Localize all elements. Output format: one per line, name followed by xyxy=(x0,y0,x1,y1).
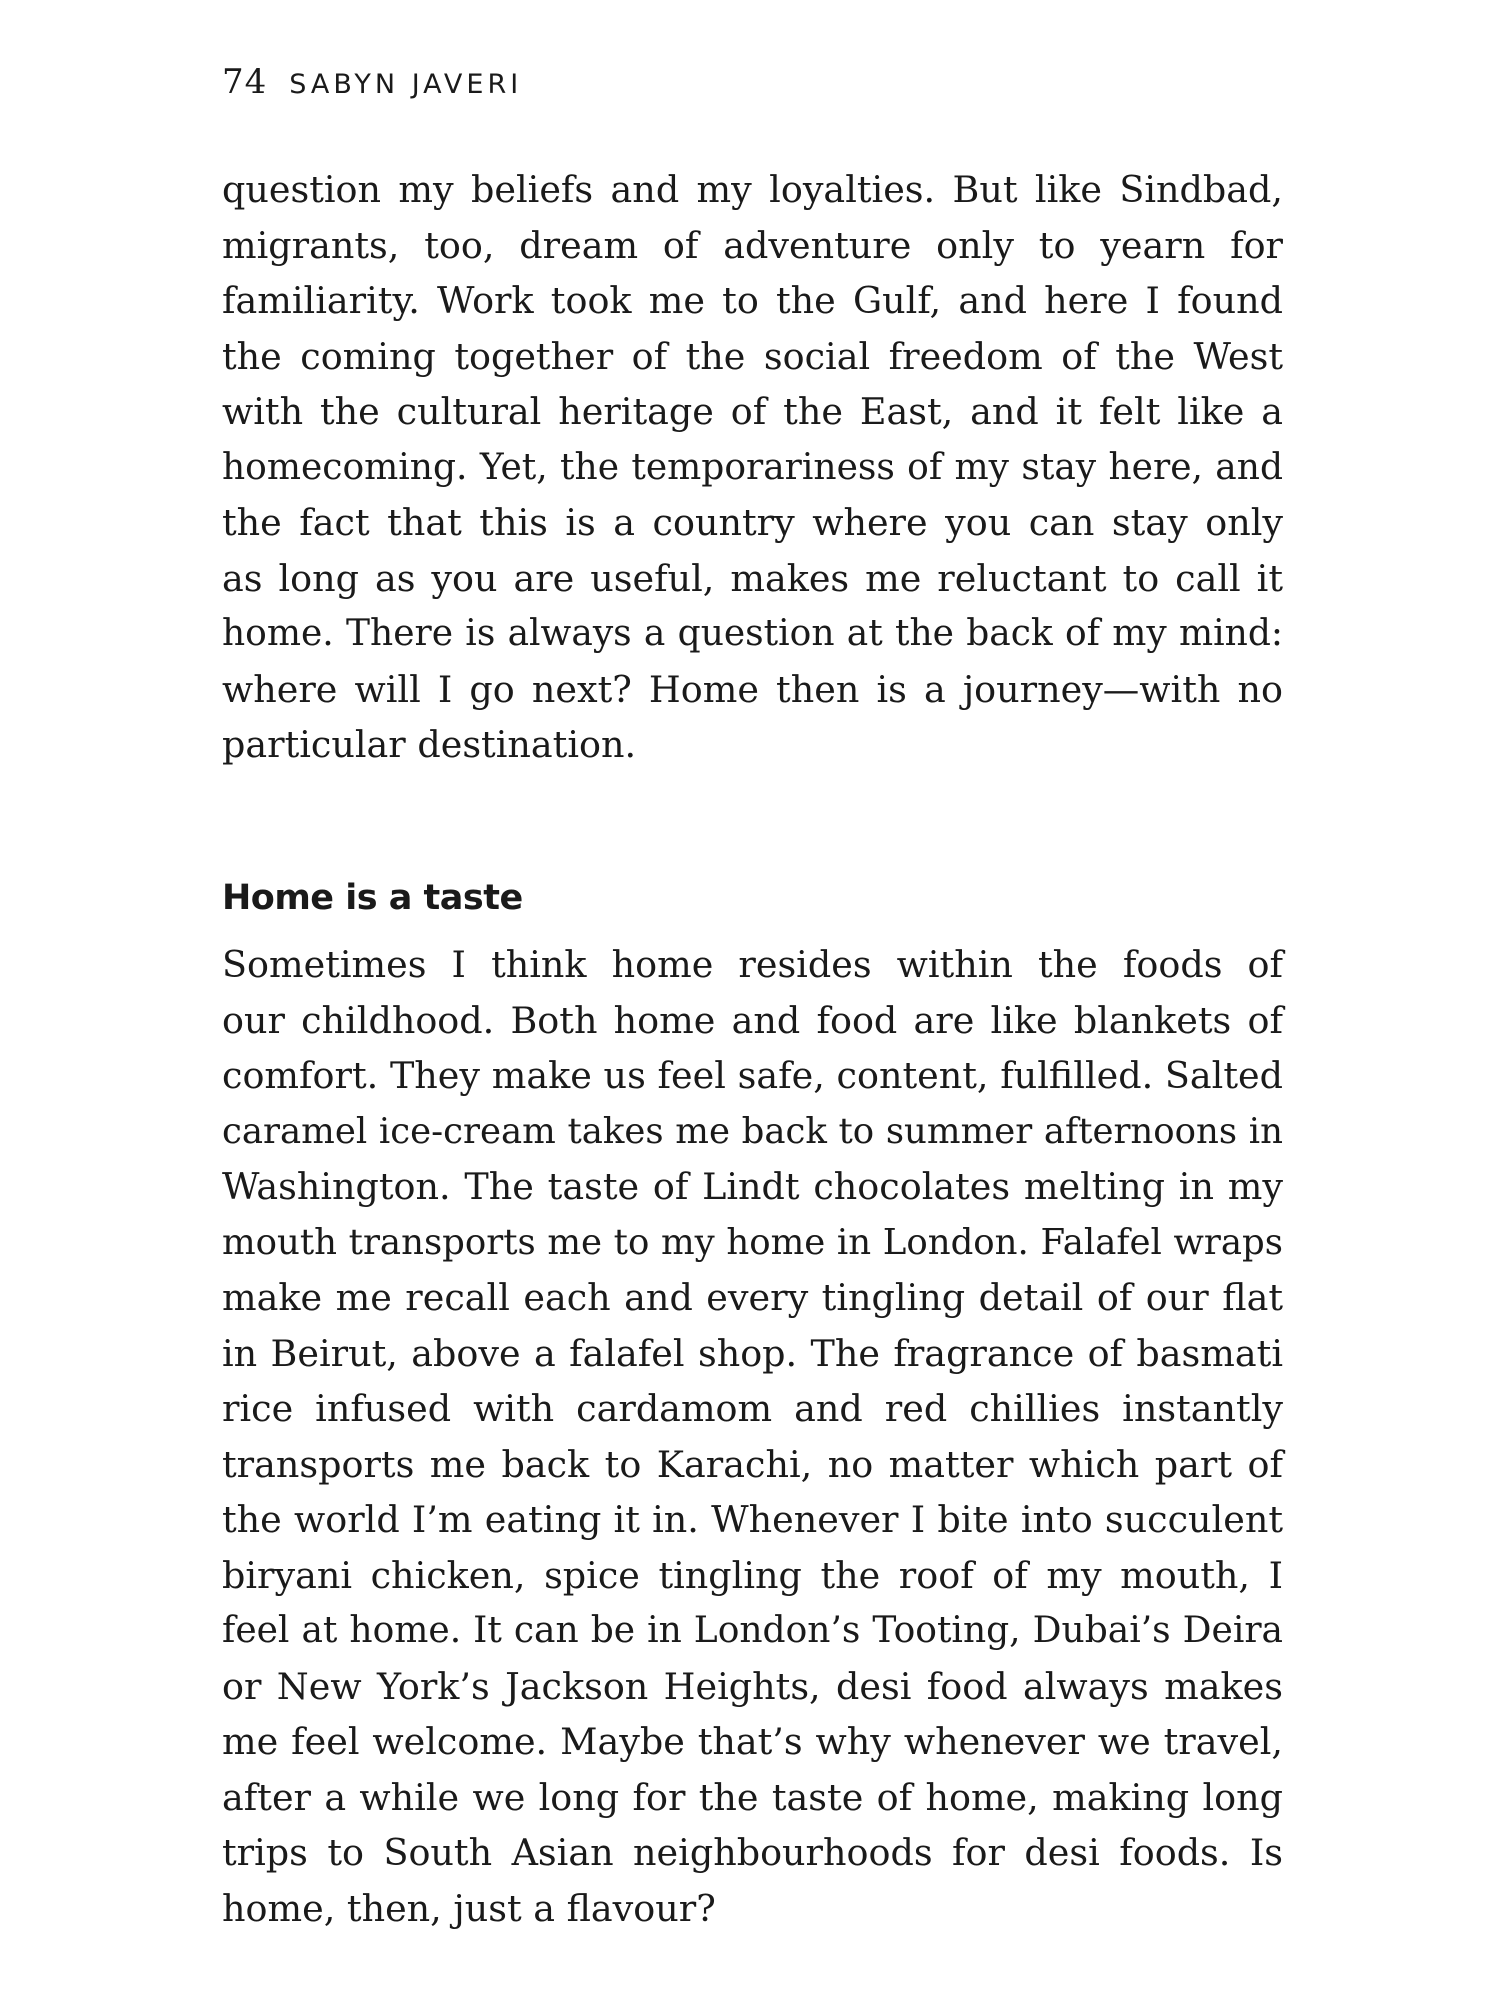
text-line: Washington. The taste of Lindt chocolates melting in my xyxy=(222,1165,1283,1208)
text-line: our childhood. Both home and food are like blankets of xyxy=(222,998,1283,1042)
text-line: trips to South Asian neighbourhoods for desi foods. Is xyxy=(222,1831,1283,1874)
text-line: transports me back to Karachi, no matter which part of xyxy=(222,1442,1283,1486)
text-line: question my beliefs and my loyalties. But like Sindbad, xyxy=(222,168,1283,211)
author-name: SABYN JAVERI xyxy=(289,69,523,100)
text-line: where will I go next? Home then is a journey—with no xyxy=(222,667,1283,711)
text-line: as long as you are useful, makes me reluctant to call it xyxy=(222,556,1283,600)
text-line: migrants, too, dream of adventure only to yearn for xyxy=(222,223,1283,267)
text-line: home, then, just a flavour? xyxy=(222,1886,716,1930)
text-line: feel at home. It can be in London’s Tooting, Dubai’s Deira xyxy=(222,1610,1283,1651)
paragraph-2 xyxy=(222,937,1283,1936)
page-number: 74 xyxy=(222,62,268,102)
text-line: caramel ice-cream takes me back to summer afternoons in xyxy=(222,1110,1283,1152)
text-line: the coming together of the social freedom of the West xyxy=(222,334,1283,378)
text-line: familiarity. Work took me to the Gulf, and here I found xyxy=(222,279,1283,322)
text-line: comfort. They make us feel safe, content, fulfilled. Salted xyxy=(222,1054,1283,1097)
text-line: Sometimes I think home resides within the foods of xyxy=(222,943,1283,986)
text-line: particular destination. xyxy=(222,723,637,766)
text-line: me feel welcome. Maybe that’s why whenever we travel, xyxy=(222,1720,1283,1763)
text-line: in Beirut, above a falafel shop. The fragrance of basmati xyxy=(222,1331,1283,1375)
text-line: or New York’s Jackson Heights, desi food always makes xyxy=(222,1664,1283,1708)
text-line: home. There is always a question at the back of my mind: xyxy=(222,613,1283,654)
text-line: make me recall each and every tingling detail of our flat xyxy=(222,1276,1283,1319)
section-heading: Home is a taste xyxy=(222,878,523,918)
paragraph-1 xyxy=(222,162,1283,773)
text-line: mouth transports me to my home in London. Falafel wraps xyxy=(222,1221,1283,1263)
book-page xyxy=(222,0,1283,2000)
text-line: the world I’m eating it in. Whenever I bite into succulent xyxy=(222,1498,1283,1541)
text-line: with the cultural heritage of the East, and it felt like a xyxy=(222,390,1283,433)
text-line: the fact that this is a country where you can stay only xyxy=(222,501,1283,544)
text-line: rice infused with cardamom and red chillies instantly xyxy=(222,1387,1283,1430)
running-head xyxy=(222,62,522,102)
text-line: after a while we long for the taste of home, making long xyxy=(222,1775,1283,1819)
text-line: biryani chicken, spice tingling the roof of my mouth, I xyxy=(222,1553,1283,1597)
text-line: homecoming. Yet, the temporariness of my stay here, and xyxy=(222,446,1283,488)
